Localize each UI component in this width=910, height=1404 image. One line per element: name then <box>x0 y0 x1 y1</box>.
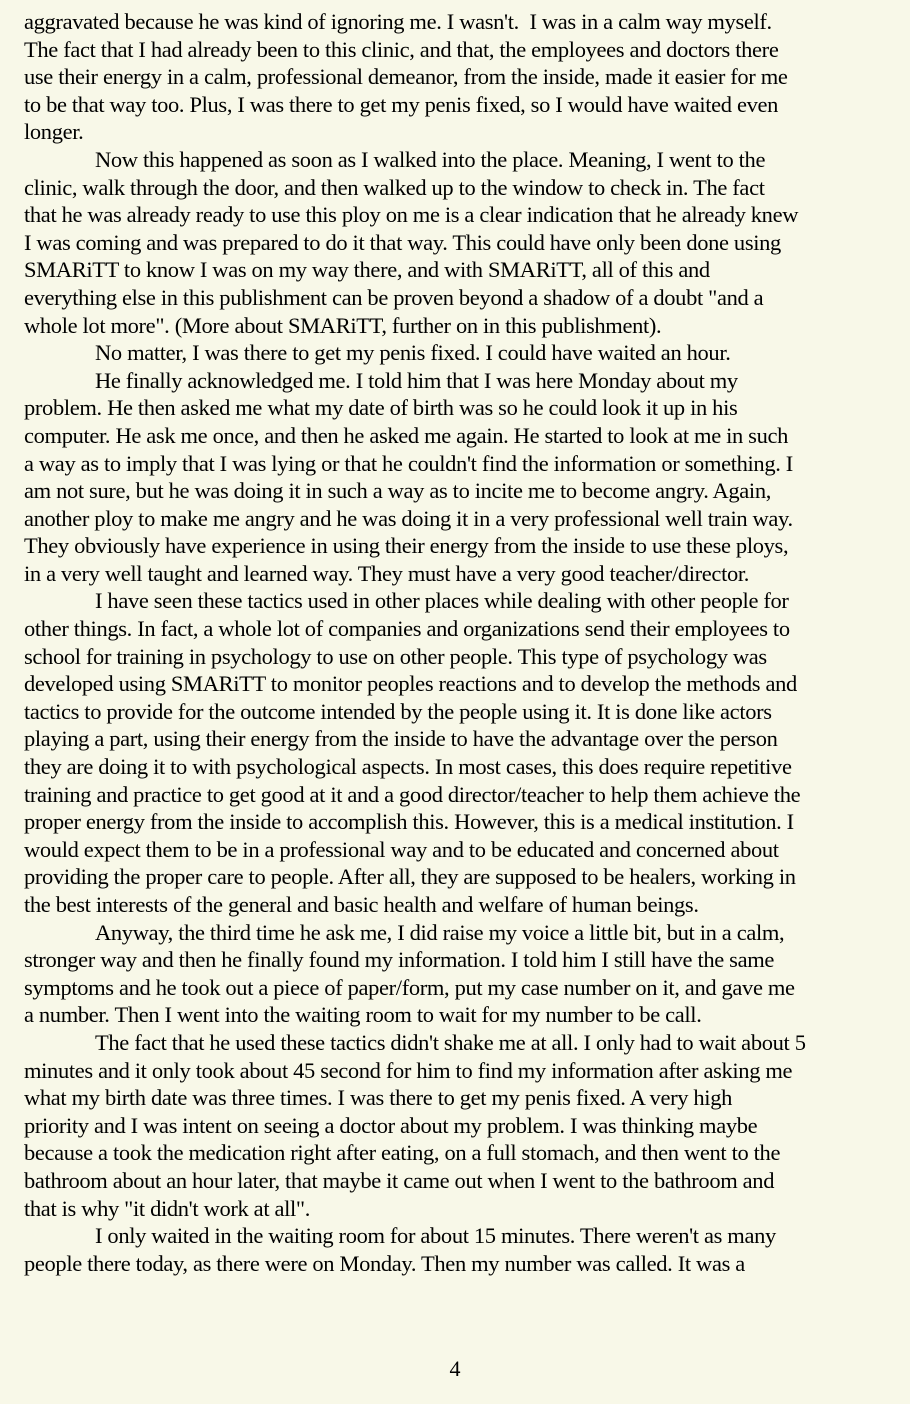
text-line: that is why "it didn't work at all". <box>24 1195 311 1221</box>
text-line: tactics to provide for the outcome intended by the people using it. It is done like actors <box>24 698 772 724</box>
text-line: SMARiTT to know I was on my way there, and with SMARiTT, all of this and <box>24 257 710 283</box>
text-line: a way as to imply that I was lying or that he couldn't find the information or something. I <box>24 450 793 476</box>
text-line: training and practice to get good at it and a good director/teacher to help them achieve the <box>24 781 801 807</box>
text-line: symptoms and he took out a piece of paper/form, put my case number on it, and gave me <box>24 974 795 1000</box>
paragraph-first-line: He finally acknowledged me. I told him that I was here Monday about my <box>95 367 738 393</box>
text-line: playing a part, using their energy from the inside to have the advantage over the person <box>24 726 778 752</box>
text-line: other things. In fact, a whole lot of companies and organizations send their employees to <box>24 616 790 642</box>
text-line: school for training in psychology to use on other people. This type of psychology was <box>24 643 767 669</box>
paragraph-first-line: I have seen these tactics used in other places while dealing with other people for <box>95 588 789 614</box>
text-line: clinic, walk through the door, and then walked up to the window to check in. The fact <box>24 174 765 200</box>
text-line: in a very well taught and learned way. They must have a very good teacher/director. <box>24 560 750 586</box>
text-line: minutes and it only took about 45 second for him to find my information after asking me <box>24 1057 793 1083</box>
paragraph-first-line: Now this happened as soon as I walked into the place. Meaning, I went to the <box>95 146 766 172</box>
document-page <box>24 8 894 1277</box>
text-line: they are doing it to with psychological aspects. In most cases, this does require repetitive <box>24 754 792 780</box>
text-line: developed using SMARiTT to monitor peoples reactions and to develop the methods and <box>24 671 797 697</box>
text-line: stronger way and then he finally found my information. I told him I still have the same <box>24 947 774 973</box>
page-number: 4 <box>449 1356 461 1381</box>
text-line: that he was already ready to use this ploy on me is a clear indication that he already knew <box>24 202 799 228</box>
text-line: because a took the medication right after eating, on a full stomach, and then went to the <box>24 1140 781 1166</box>
text-line: aggravated because he was kind of ignoring me. I wasn't. I was in a calm way myself. <box>24 9 772 34</box>
text-line: providing the proper care to people. After all, they are supposed to be healers, working in <box>24 864 796 890</box>
text-line: am not sure, but he was doing it in such a way as to incite me to become angry. Again, <box>24 478 772 504</box>
text-line: what my birth date was three times. I was there to get my penis fixed. A very high <box>24 1085 732 1111</box>
paragraph-first-line: I only waited in the waiting room for about 15 minutes. There weren't as many <box>95 1223 776 1249</box>
text-line: everything else in this publishment can be proven beyond a shadow of a doubt "and a <box>24 284 764 310</box>
text-line: bathroom about an hour later, that maybe it came out when I went to the bathroom and <box>24 1167 775 1193</box>
paragraph-first-line: No matter, I was there to get my penis fixed. I could have waited an hour. <box>95 340 731 366</box>
paragraph-first-line: Anyway, the third time he ask me, I did raise my voice a little bit, but in a calm, <box>95 919 785 945</box>
text-line: use their energy in a calm, professional demeanor, from the inside, made it easier for me <box>24 64 788 90</box>
text-line: computer. He ask me once, and then he asked me again. He started to look at me in such <box>24 422 789 448</box>
text-line: I was coming and was prepared to do it that way. This could have only been done using <box>24 229 781 255</box>
text-line: would expect them to be in a professional way and to be educated and concerned about <box>24 836 779 862</box>
text-line: They obviously have experience in using their energy from the inside to use these ploys, <box>24 533 789 559</box>
text-line: The fact that I had already been to this clinic, and that, the employees and doctors there <box>24 36 779 62</box>
text-line: whole lot more". (More about SMARiTT, further on in this publishment). <box>24 312 662 338</box>
text-line: problem. He then asked me what my date of birth was so he could look it up in his <box>24 395 738 421</box>
text-line: longer. <box>24 119 84 145</box>
text-line: people there today, as there were on Monday. Then my number was called. It was a <box>24 1250 745 1276</box>
text-line: proper energy from the inside to accomplish this. However, this is a medical institution. I <box>24 809 794 835</box>
text-line: another ploy to make me angry and he was doing it in a very professional well train way. <box>24 505 793 531</box>
text-line: the best interests of the general and basic health and welfare of human beings. <box>24 892 699 917</box>
paragraph-first-line: The fact that he used these tactics didn't shake me at all. I only had to wait about 5 <box>95 1029 806 1055</box>
text-line: priority and I was intent on seeing a doctor about my problem. I was thinking maybe <box>24 1112 758 1138</box>
text-line: a number. Then I went into the waiting room to wait for my number to be call. <box>24 1002 702 1028</box>
text-line: to be that way too. Plus, I was there to get my penis fixed, so I would have waited even <box>24 91 779 117</box>
